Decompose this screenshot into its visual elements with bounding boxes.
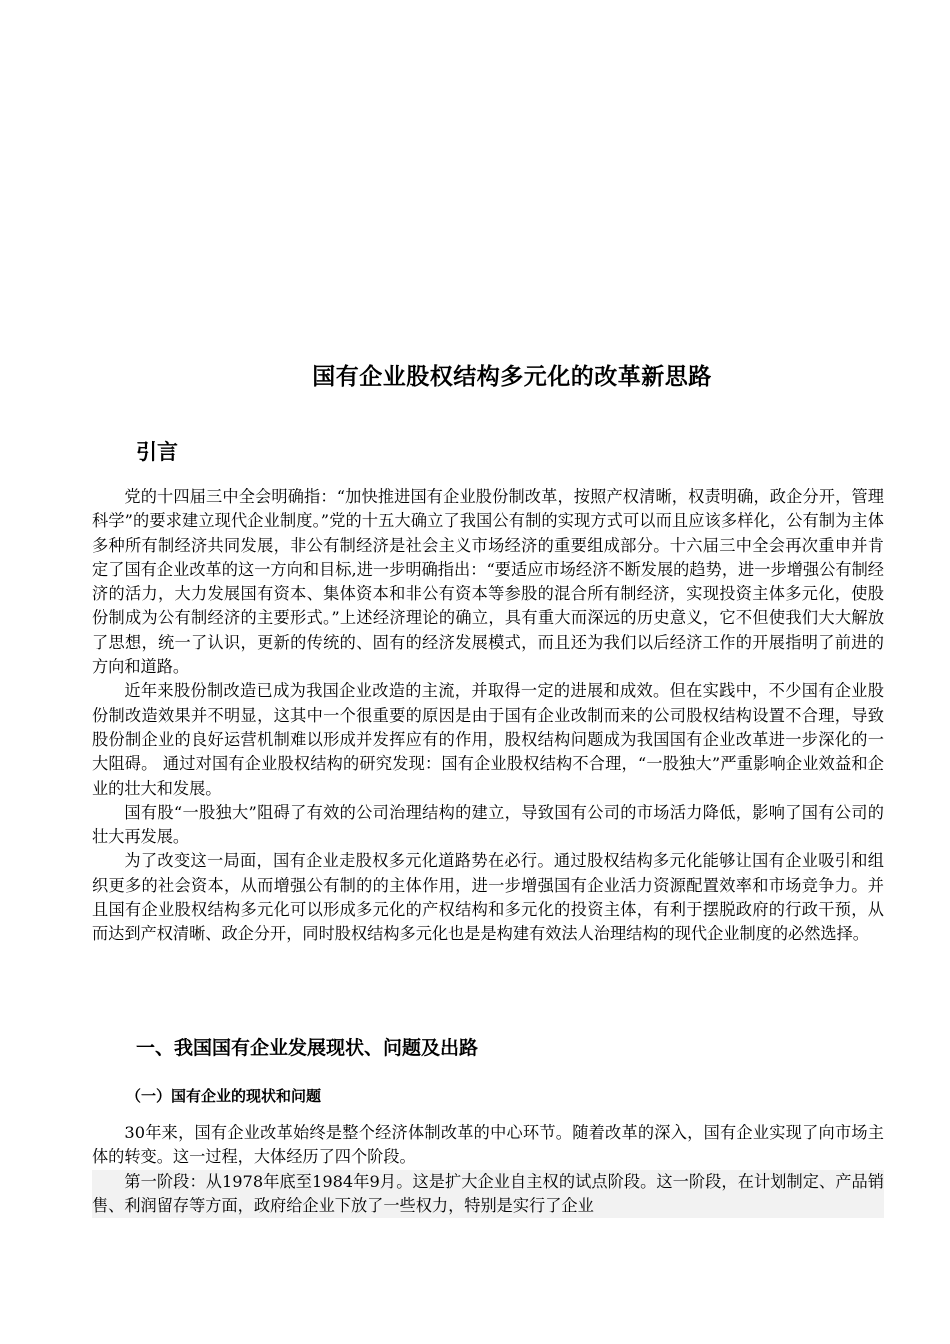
- document-title: 国有企业股权结构多元化的改革新思路: [312, 364, 712, 390]
- intro-paragraph-1: 党的十四届三中全会明确指：“加快推进国有企业股份制改革，按照产权清晰，权责明确，政企分开，管理科学”的要求建立现代企业制度。”党的十五大确立了我国公有制的实现方式可以而且应该多样化，公有制为主体多种所有制经济共同发展，非公有制经济是社会主义市场经济的重要组成部分。十六届三中全会再次重申并肯定了国有企业改革的这一方向和目标,进一步明确指出：“要适应市场经济不断发展的趋势，进一步增强公有制经济的活力，大力发展国有资本、集体资本和非公有资本等参股的混合所有制经济，实现投资主体多元化，使股份制成为公有制经济的主要形式。”上述经济理论的确立，具有重大而深远的历史意义，它不但使我们大大解放了思想，统一了认识，更新的传统的、固有的经济发展模式，而且还为我们以后经济工作的开展指明了前进的方向和道路。: [92, 487, 884, 677]
- section-1-heading: 一、我国国有企业发展现状、问题及出路: [136, 1037, 479, 1059]
- intro-paragraph-2: 近年来股份制改造已成为我国企业改造的主流，并取得一定的进展和成效。但在实践中，不少国有企业股份制改造效果并不明显，这其中一个很重要的原因是由于国有企业改制而来的公司股权结构设置不合理，导致股份制企业的良好运营机制难以形成并发挥应有的作用，股权结构问题成为我国国有企业改革进一步深化的一大阻碍。 通过对国有企业股权结构的研究发现：国有企业股权结构不合理，“一股独大”严重影响企业效益和企业的壮大和发展。: [92, 681, 884, 798]
- intro-body: [92, 485, 884, 947]
- intro-heading: 引言: [136, 440, 178, 464]
- intro-paragraph-4: 为了改变这一局面，国有企业走股权多元化道路势在必行。通过股权结构多元化能够让国有企业吸引和组织更多的社会资本，从而增强公有制的的主体作用，进一步增强国有企业活力资源配置效率和市场竞争力。并且国有企业股权结构多元化可以形成多元化的产权结构和多元化的投资主体，有利于摆脱政府的行政干预，从而达到产权清晰、政企分开，同时股权结构多元化也是是构建有效法人治理结构的现代企业制度的必然选择。: [92, 851, 884, 944]
- subsection-1-heading: （一）国有企业的现状和问题: [126, 1087, 322, 1105]
- subsection-1-paragraph-2: 第一阶段：从1978年底至1984年9月。这是扩大企业自主权的试点阶段。这一阶段，在计划制定、产品销售、利润留存等方面，政府给企业下放了一些权力，特别是实行了企业: [92, 1170, 884, 1219]
- intro-paragraph-3: 国有股“一股独大”阻碍了有效的公司治理结构的建立，导致国有公司的市场活力降低，影响了国有公司的壮大再发展。: [92, 802, 884, 847]
- subsection-1-body: [92, 1121, 884, 1218]
- subsection-1-paragraph-1: 30年来，国有企业改革始终是整个经济体制改革的中心环节。随着改革的深入，国有企业实现了向市场主体的转变。这一过程，大体经历了四个阶段。: [92, 1123, 884, 1167]
